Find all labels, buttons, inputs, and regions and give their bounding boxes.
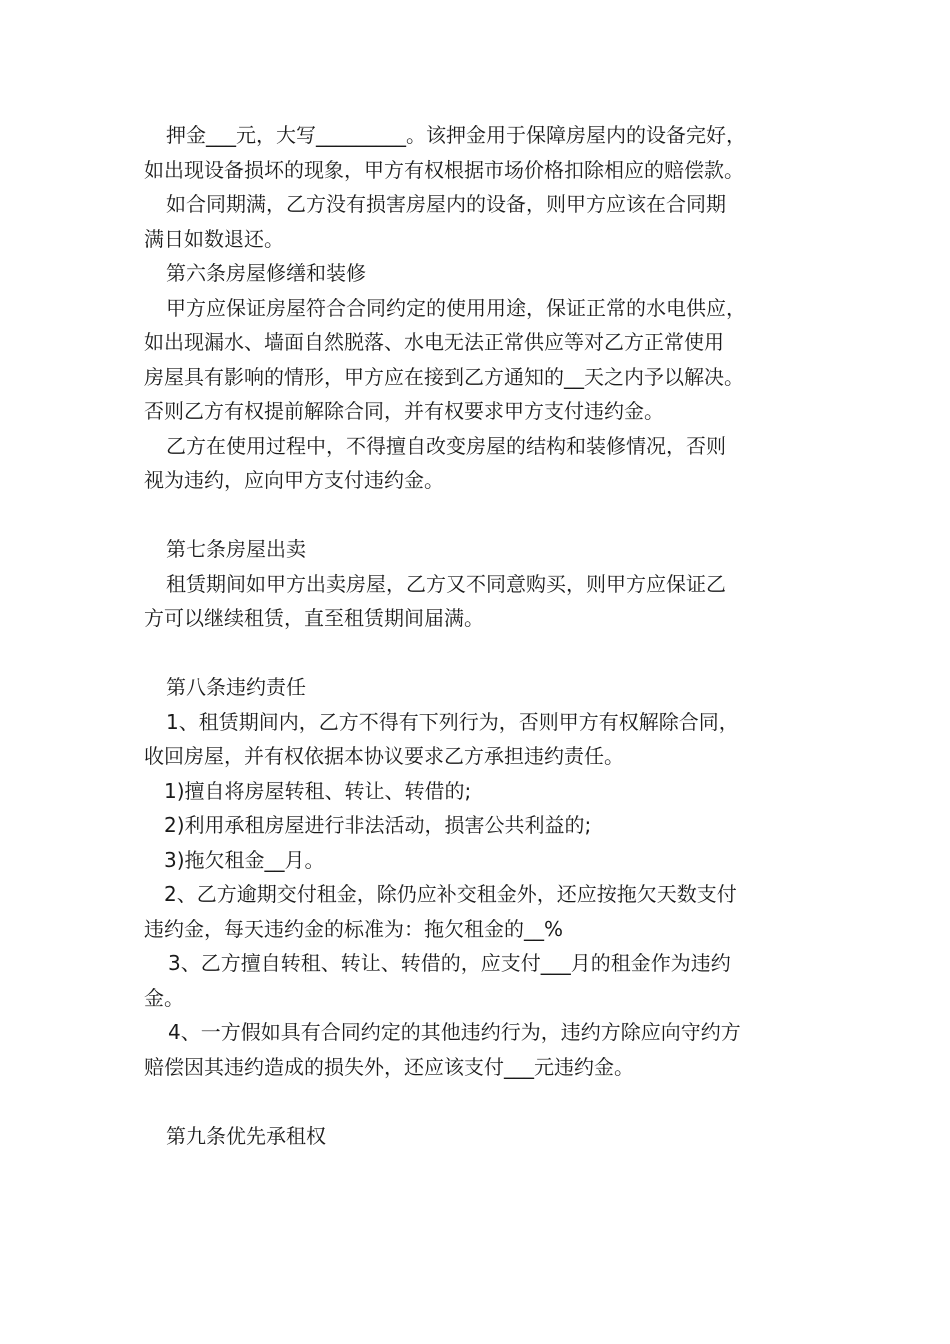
paragraph-line: 3、乙方擅自转租、转让、转借的，应支付___月的租金作为违约	[168, 951, 731, 975]
paragraph-line: 2、乙方逾期交付租金，除仍应补交租金外，还应按拖欠天数支付	[164, 882, 737, 906]
paragraph-line: 甲方应保证房屋符合合同约定的使用用途，保证正常的水电供应，	[166, 295, 746, 320]
paragraph-line: 方可以继续租赁，直至租赁期间届满。	[144, 606, 484, 630]
paragraph-line: 如合同期满，乙方没有损害房屋内的设备，则甲方应该在合同期	[166, 192, 726, 216]
paragraph-line: 违约金，每天违约金的标准为：拖欠租金的__%	[144, 916, 564, 941]
list-item: 2)利用承租房屋进行非法活动，损害公共利益的;	[164, 813, 592, 837]
paragraph-line: 租赁期间如甲方出卖房屋，乙方又不同意购买，则甲方应保证乙	[166, 571, 726, 596]
blank-line	[144, 636, 830, 671]
section-heading-7: 第七条房屋出卖	[166, 537, 306, 561]
paragraph-line: 赔偿因其违约造成的损失外，还应该支付___元违约金。	[144, 1054, 634, 1079]
paragraph-line: 如出现漏水、墙面自然脱落、水电无法正常供应等对乙方正常使用	[144, 330, 724, 354]
section-heading-8: 第八条违约责任	[166, 675, 306, 699]
list-item: 1)擅自将房屋转租、转让、转借的;	[164, 778, 472, 803]
paragraph-line: 如出现设备损坏的现象，甲方有权根据市场价格扣除相应的赔偿款。	[144, 157, 744, 182]
list-item: 3)拖欠租金__月。	[164, 847, 325, 872]
paragraph-line: 押金___元，大写_________。该押金用于保障房屋内的设备完好，	[166, 123, 746, 147]
section-heading-9: 第九条优先承租权	[166, 1123, 326, 1148]
section-heading-6: 第六条房屋修缮和装修	[166, 261, 366, 285]
paragraph-line: 否则乙方有权提前解除合同，并有权要求甲方支付违约金。	[144, 399, 664, 423]
paragraph-line: 乙方在使用过程中，不得擅自改变房屋的结构和装修情况，否则	[166, 433, 726, 458]
blank-line	[144, 1084, 830, 1119]
paragraph-line: 房屋具有影响的情形，甲方应在接到乙方通知的__天之内予以解决。	[144, 364, 744, 389]
paragraph-line: 收回房屋，并有权依据本协议要求乙方承担违约责任。	[144, 744, 624, 768]
document-body	[144, 118, 830, 1153]
paragraph-line: 金。	[144, 985, 184, 1010]
paragraph-line: 1、租赁期间内，乙方不得有下列行为，否则甲方有权解除合同，	[166, 709, 739, 734]
paragraph-line: 4、一方假如具有合同约定的其他违约行为，违约方除应向守约方	[168, 1020, 741, 1044]
paragraph-line: 视为违约，应向甲方支付违约金。	[144, 468, 444, 492]
paragraph-line: 满日如数退还。	[144, 226, 284, 251]
blank-line	[144, 498, 830, 533]
